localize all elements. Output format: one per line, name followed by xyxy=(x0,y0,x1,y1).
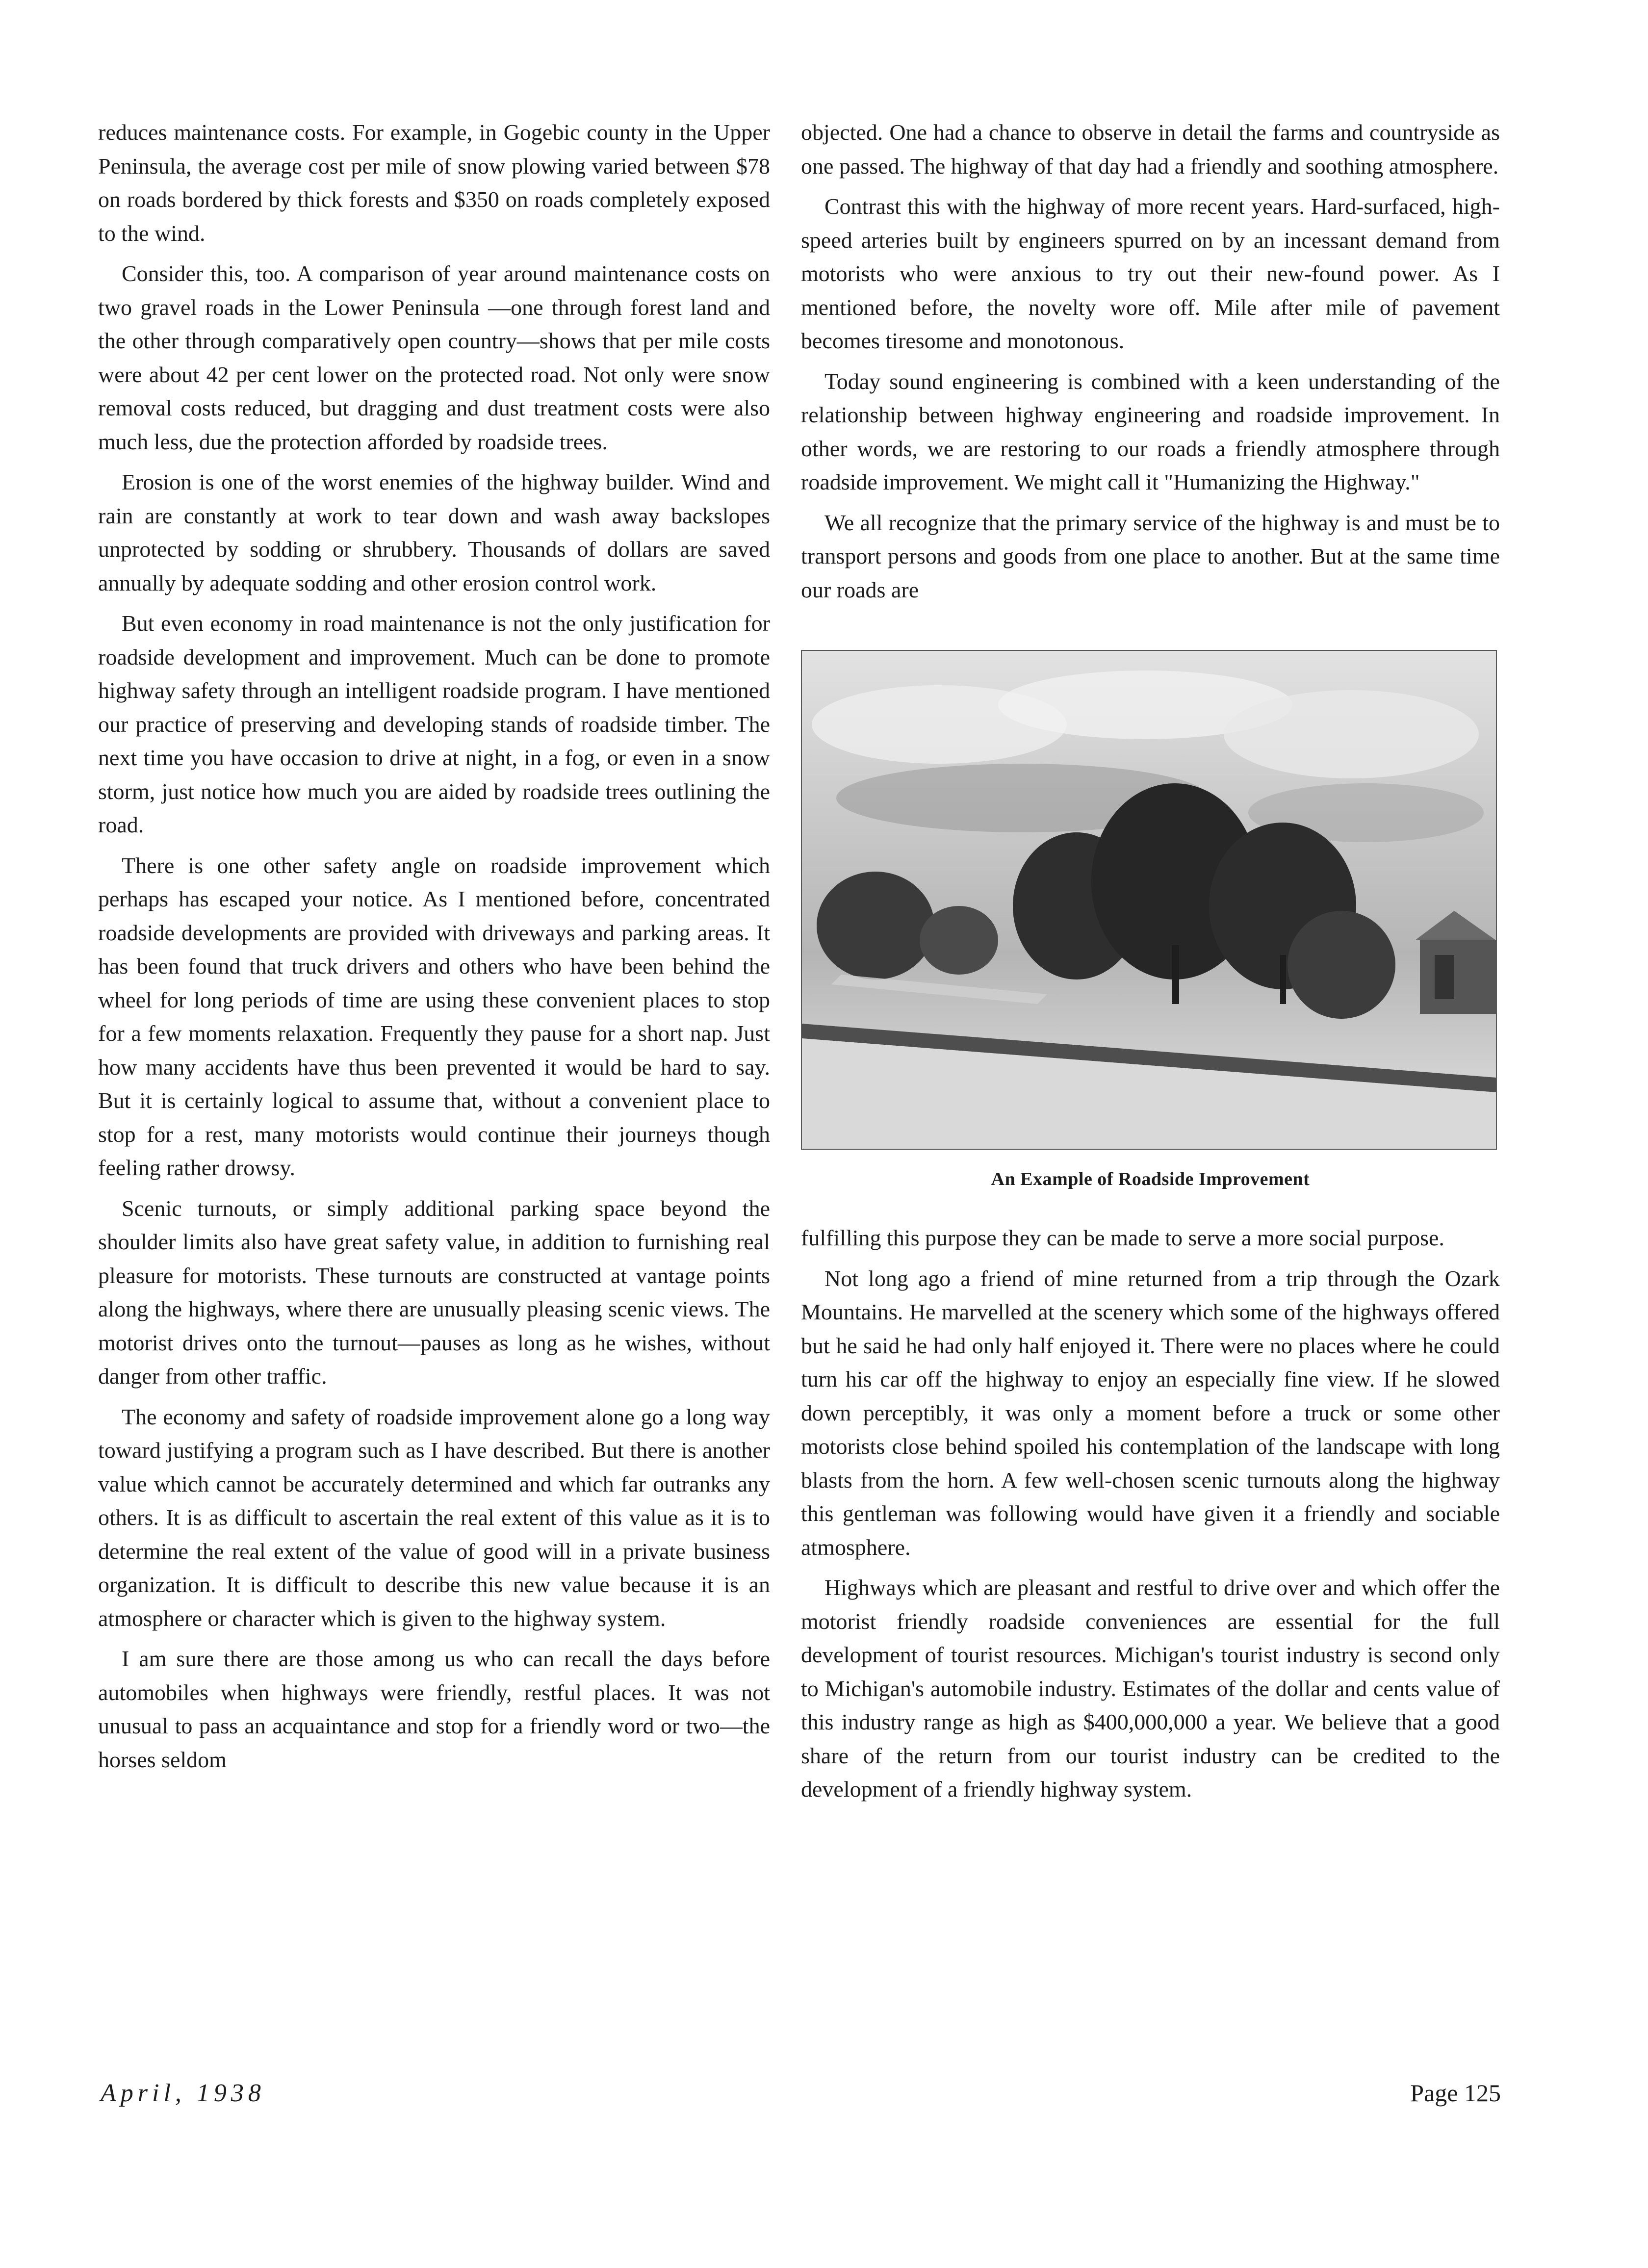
paragraph: We all recognize that the primary service of the highway is and must be to transport persons and goods from one place to another. But at the same time our roads are xyxy=(801,510,1500,602)
figure xyxy=(801,650,1500,1190)
left-column xyxy=(98,116,770,1783)
right-column xyxy=(801,116,1500,1813)
paragraph: Erosion is one of the worst enemies of the highway builder. Wind and rain are constantly at work to tear down and wash away backslopes unprotected by sodding or shrubbery. Thousands of dollars are saved annually by adequate sodding and other erosion control work. xyxy=(98,469,770,595)
figure-caption: An Example of Roadside Improvement xyxy=(991,1169,1310,1189)
roadside-photo-drawing xyxy=(802,651,1496,1149)
paragraph: Today sound engineering is combined with a keen understanding of the relationship between highway engineering and roadside improvement. In other words, we are restoring to our roads a friendly atmosphere through roadside improvement. We might call it "Humanizing the Highway." xyxy=(801,368,1500,494)
paragraph: I am sure there are those among us who can recall the days before automobiles when highways were friendly, restful places. It was not unusual to pass an acquaintance and stop for a friendly word or two—the horses seldom xyxy=(98,1646,770,1772)
paragraph: objected. One had a chance to observe in detail the farms and countryside as one passed. The highway of that day had a friendly and soothing atmosphere. xyxy=(801,120,1500,179)
paragraph: But even economy in road maintenance is not the only justification for roadside development and improvement. Much can be done to promote highway safety through an intelligent roadside program. I have mentioned our practice of preserving and developing stands of roadside timber. The next time you have occasion to drive at night, in a fog, or even in a snow storm, just notice how much you are aided by roadside trees outlining the road. xyxy=(98,611,770,837)
paragraph: Consider this, too. A comparison of year around maintenance costs on two gravel roads in the Lower Peninsula —one through forest land and the other through comparatively open country—shows that per mile costs were about 42 per cent lower on the protected road. Not only were snow removal costs reduced, but dragging and dust treatment costs were also much less, due the protection afforded by roadside trees. xyxy=(98,261,770,454)
paragraph: The economy and safety of roadside improvement alone go a long way toward justifying a program such as I have described. But there is another value which cannot be accurately determined and which far outranks any others. It is as difficult to ascertain the real extent of this value as it is to determine the real extent of the value of good will in a private business organization. It is difficult to describe this new value because it is an atmosphere or character which is given to the highway system. xyxy=(98,1404,770,1631)
paragraph: Not long ago a friend of mine returned from a trip through the Ozark Mountains. He marvelled at the scenery which some of the highways offered but he said he had only half enjoyed it. There were no places where he could turn his car off the highway to enjoy an especially fine view. If he slowed down perceptibly, it was only a moment before a truck or some other motorists close behind spoiled his contemplation of the landscape with long blasts from the horn. A few well-chosen scenic turnouts along the highway this gentleman was following would have given it a friendly and sociable atmosphere. xyxy=(801,1265,1500,1560)
paragraph: Highways which are pleasant and restful to drive over and which offer the motorist friendly roadside conveniences are essential for the full development of tourist resources. Michigan's tourist industry is second only to Michigan's automobile industry. Estimates of the dollar and cents value of this industry range as high as $400,000,000 a year. We believe that a good share of the return from our tourist industry can be credited to the development of a friendly highway system. xyxy=(801,1575,1500,1802)
roadside-photo xyxy=(801,650,1497,1150)
paragraph: There is one other safety angle on roadside improvement which perhaps has escaped your notice. As I mentioned before, concentrated roadside developments are provided with driveways and parking areas. It has been found that truck drivers and others who have been behind the wheel for long periods of time are using these convenient places to stop for a few moments relaxation. Frequently they pause for a short nap. Just how many accidents have thus been prevented it would be hard to say. But it is certainly logical to assume that, without a convenient place to stop for a rest, many motorists would continue their journeys though feeling rather drowsy. xyxy=(98,852,770,1180)
issue-date: April, 1938 xyxy=(101,2079,265,2107)
paragraph: Scenic turnouts, or simply additional parking space beyond the shoulder limits also have great safety value, in addition to furnishing real pleasure for motorists. These turnouts are constructed at vantage points along the highways, where there are unusually pleasing scenic views. The motorist drives onto the turnout—pauses as long as he wishes, without danger from other traffic. xyxy=(98,1195,770,1389)
paragraph: reduces maintenance costs. For example, in Gogebic county in the Upper Peninsula, the average cost per mile of snow plowing varied between $78 on roads bordered by thick forests and $350 on roads completely exposed to the wind. xyxy=(98,120,770,246)
paragraph: fulfilling this purpose they can be made to serve a more social purpose. xyxy=(801,1225,1444,1250)
paragraph: Contrast this with the highway of more recent years. Hard-surfaced, high-speed arteries built by engineers spurred on by an incessant demand from motorists who were anxious to try out their new-found power. As I mentioned before, the novelty wore off. Mile after mile of pavement becomes tiresome and monotonous. xyxy=(801,194,1500,353)
page-number: Page 125 xyxy=(1410,2079,1501,2107)
